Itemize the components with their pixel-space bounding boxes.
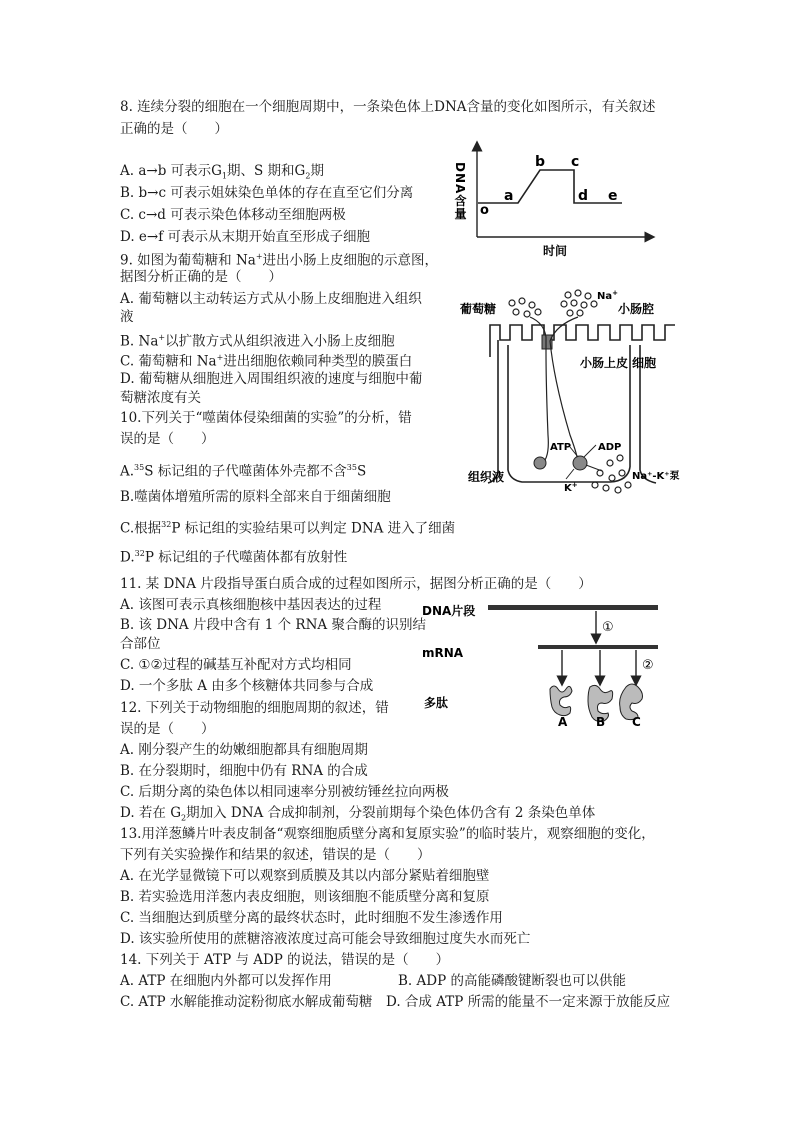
q13-option-d: D. 该实验所使用的蔗糖溶液浓度过高可能会导致细胞过度失水而死亡 bbox=[120, 931, 531, 947]
q8-stem-line2: 正确的是（ ） bbox=[120, 121, 228, 137]
q9-basal-carrier bbox=[534, 457, 546, 469]
q9-option-c: C. 葡萄糖和 Na+进出细胞依赖同种类型的膜蛋白 bbox=[120, 353, 413, 370]
q14-option-b: B. ADP 的高能磷酸键断裂也可以供能 bbox=[398, 973, 626, 989]
q9-atp-label: ATP bbox=[550, 442, 572, 453]
q8-point-e: e bbox=[608, 188, 618, 204]
q11-dna-bar bbox=[488, 605, 658, 610]
q9-option-b: B. Na+以扩散方式从组织液进入小肠上皮细胞 bbox=[120, 333, 395, 350]
q11-peptide-label: 多肽 bbox=[424, 696, 449, 710]
q9-tissue-label: 组织液 bbox=[468, 470, 505, 484]
q12-option-b: B. 在分裂期时，细胞中仍有 RNA 的合成 bbox=[120, 763, 368, 779]
q9-option-a-cont: 液 bbox=[120, 309, 134, 325]
q8-option-b: B. b→c 可表示姐妹染色单体的存在直至它们分离 bbox=[120, 185, 414, 201]
q8-dna-graph bbox=[450, 140, 660, 260]
q9-glucose-dots bbox=[509, 290, 597, 317]
q9-adp-label: ADP bbox=[598, 442, 622, 453]
q9-na-label: Na+ bbox=[597, 289, 618, 302]
q10-option-a: A.$^{35}$S 标记组的子代噬菌体外壳都不含$^{35}$S bbox=[120, 463, 367, 480]
q9-option-d: D. 葡萄糖从细胞进入周围组织液的速度与细胞中葡 bbox=[120, 371, 423, 387]
q11-peptide-a bbox=[550, 686, 572, 716]
q13-stem-line2: 下列有关实验操作和结果的叙述，错误的是（ ） bbox=[120, 847, 431, 863]
q11-label-a: A bbox=[558, 715, 568, 729]
q12-stem-line2: 误的是（ ） bbox=[120, 721, 215, 737]
q9-glucose-label: 葡萄糖 bbox=[460, 302, 497, 316]
q10-option-c: C.根据$^{32}$P 标记组的实验结果可以判定 DNA 进入了细菌 bbox=[120, 520, 456, 537]
q9-stem-line2: 据图分析正确的是（ ） bbox=[120, 269, 282, 285]
q11-label-c: C bbox=[632, 715, 641, 729]
q11-option-a: A. 该图可表示真核细胞核中基因表达的过程 bbox=[120, 597, 382, 613]
q13-option-a: A. 在光学显微镜下可以观察到质膜及其以内部分紧贴着细胞壁 bbox=[120, 868, 490, 884]
q8-point-d: d bbox=[578, 188, 589, 204]
q14-option-c: C. ATP 水解能推动淀粉彻底水解成葡萄糖 bbox=[120, 994, 373, 1010]
q11-step1: ① bbox=[602, 620, 614, 635]
q9-option-a: A. 葡萄糖以主动转运方式从小肠上皮细胞进入组织 bbox=[120, 291, 422, 307]
q11-option-d: D. 一个多肽 A 由多个核糖体共同参与合成 bbox=[120, 678, 374, 694]
q12-option-a: A. 刚分裂产生的幼嫩细胞都具有细胞周期 bbox=[120, 742, 368, 758]
q12-stem-line1: 12. 下列关于动物细胞的细胞周期的叙述，错 bbox=[120, 700, 389, 716]
q11-option-b: B. 该 DNA 片段中含有 1 个 RNA 聚合酶的识别结 bbox=[120, 617, 426, 633]
q13-stem-line1: 13.用洋葱鳞片叶表皮制备“观察细胞质壁分离和复原实验”的临时装片，观察细胞的变化， bbox=[120, 826, 655, 842]
q8-point-b: b bbox=[535, 154, 546, 170]
q8-option-a: A. a→b 可表示$G_1$期、S 期和$G_2$期 bbox=[120, 163, 324, 181]
q9-lumen-label: 小肠腔 bbox=[618, 302, 655, 316]
q10-stem-line1: 10.下列关于“噬菌体侵染细菌的实验”的分析，错 bbox=[120, 410, 412, 426]
q8-point-o: o bbox=[480, 203, 489, 218]
q13-option-c: C. 当细胞达到质壁分离的最终状态时，此时细胞不发生渗透作用 bbox=[120, 910, 503, 926]
q11-dna-label: DNA片段 bbox=[422, 604, 476, 618]
q11-expression-figure bbox=[420, 597, 670, 729]
q9-cell-label-1: 小肠上皮 bbox=[580, 356, 629, 370]
q9-cell-figure bbox=[460, 285, 690, 500]
q11-option-c: C. ①②过程的碱基互补配对方式均相同 bbox=[120, 657, 352, 673]
q11-step2: ② bbox=[642, 658, 654, 673]
q9-na-k-pump bbox=[573, 456, 587, 470]
q11-label-b: B bbox=[596, 715, 606, 729]
q11-option-b-cont: 合部位 bbox=[120, 636, 161, 652]
q9-cell-label-2: 细胞 bbox=[632, 356, 657, 370]
q8-option-c: C. c→d 可表示染色体移动至细胞两极 bbox=[120, 207, 346, 223]
q10-stem-line2: 误的是（ ） bbox=[120, 431, 215, 447]
q8-dna-curve bbox=[478, 170, 622, 203]
q11-mrna-label: mRNA bbox=[422, 646, 464, 660]
q9-stem-line1: 9. 如图为葡萄糖和 Na+进出小肠上皮细胞的示意图， bbox=[120, 252, 439, 269]
q8-option-d: D. e→f 可表示从末期开始直至形成子细胞 bbox=[120, 229, 371, 245]
q8-point-c: c bbox=[571, 154, 580, 170]
q9-left-wall bbox=[488, 340, 498, 483]
q13-option-b: B. 若实验选用洋葱内表皮细胞，则该细胞不能质壁分离和复原 bbox=[120, 889, 490, 905]
q14-option-d: D. 合成 ATP 所需的能量不一定来源于放能反应 bbox=[386, 994, 671, 1010]
q9-option-d-cont: 萄糖浓度有关 bbox=[120, 390, 201, 406]
q10-option-b: B.噬菌体增殖所需的原料全部来自于细菌细胞 bbox=[120, 489, 391, 505]
q10-option-d: D.$^{32}$P 标记组的子代噬菌体都有放射性 bbox=[120, 549, 348, 566]
q11-mrna-bar bbox=[538, 645, 658, 649]
q14-option-a: A. ATP 在细胞内外都可以发挥作用 bbox=[120, 973, 332, 989]
q9-microvilli bbox=[490, 325, 675, 357]
q14-stem: 14. 下列关于 ATP 与 ADP 的说法，错误的是（ ） bbox=[120, 952, 450, 968]
q9-tissue-dots bbox=[592, 455, 631, 493]
q8-y-label: DNA含量 bbox=[453, 162, 467, 221]
q9-pump-label: Na⁺-K⁺泵 bbox=[632, 471, 680, 482]
q11-stem: 11. 某 DNA 片段指导蛋白质合成的过程如图所示，据图分析正确的是（ ） bbox=[120, 576, 592, 592]
q8-stem-line1: 8. 连续分裂的细胞在一个细胞周期中，一条染色体上DNA含量的变化如图所示，有关叙述 bbox=[120, 99, 656, 115]
q8-point-a: a bbox=[504, 188, 514, 204]
q12-option-d: D. 若在 $G_2$期加入 DNA 合成抑制剂，分裂前期每个染色体仍含有 2 条染色单体 bbox=[120, 805, 596, 823]
q9-k-label: K+ bbox=[564, 481, 578, 494]
q8-x-label: 时间 bbox=[543, 244, 568, 258]
q12-option-c: C. 后期分离的染色体以相同速率分别被纺锤丝拉向两极 bbox=[120, 784, 449, 800]
